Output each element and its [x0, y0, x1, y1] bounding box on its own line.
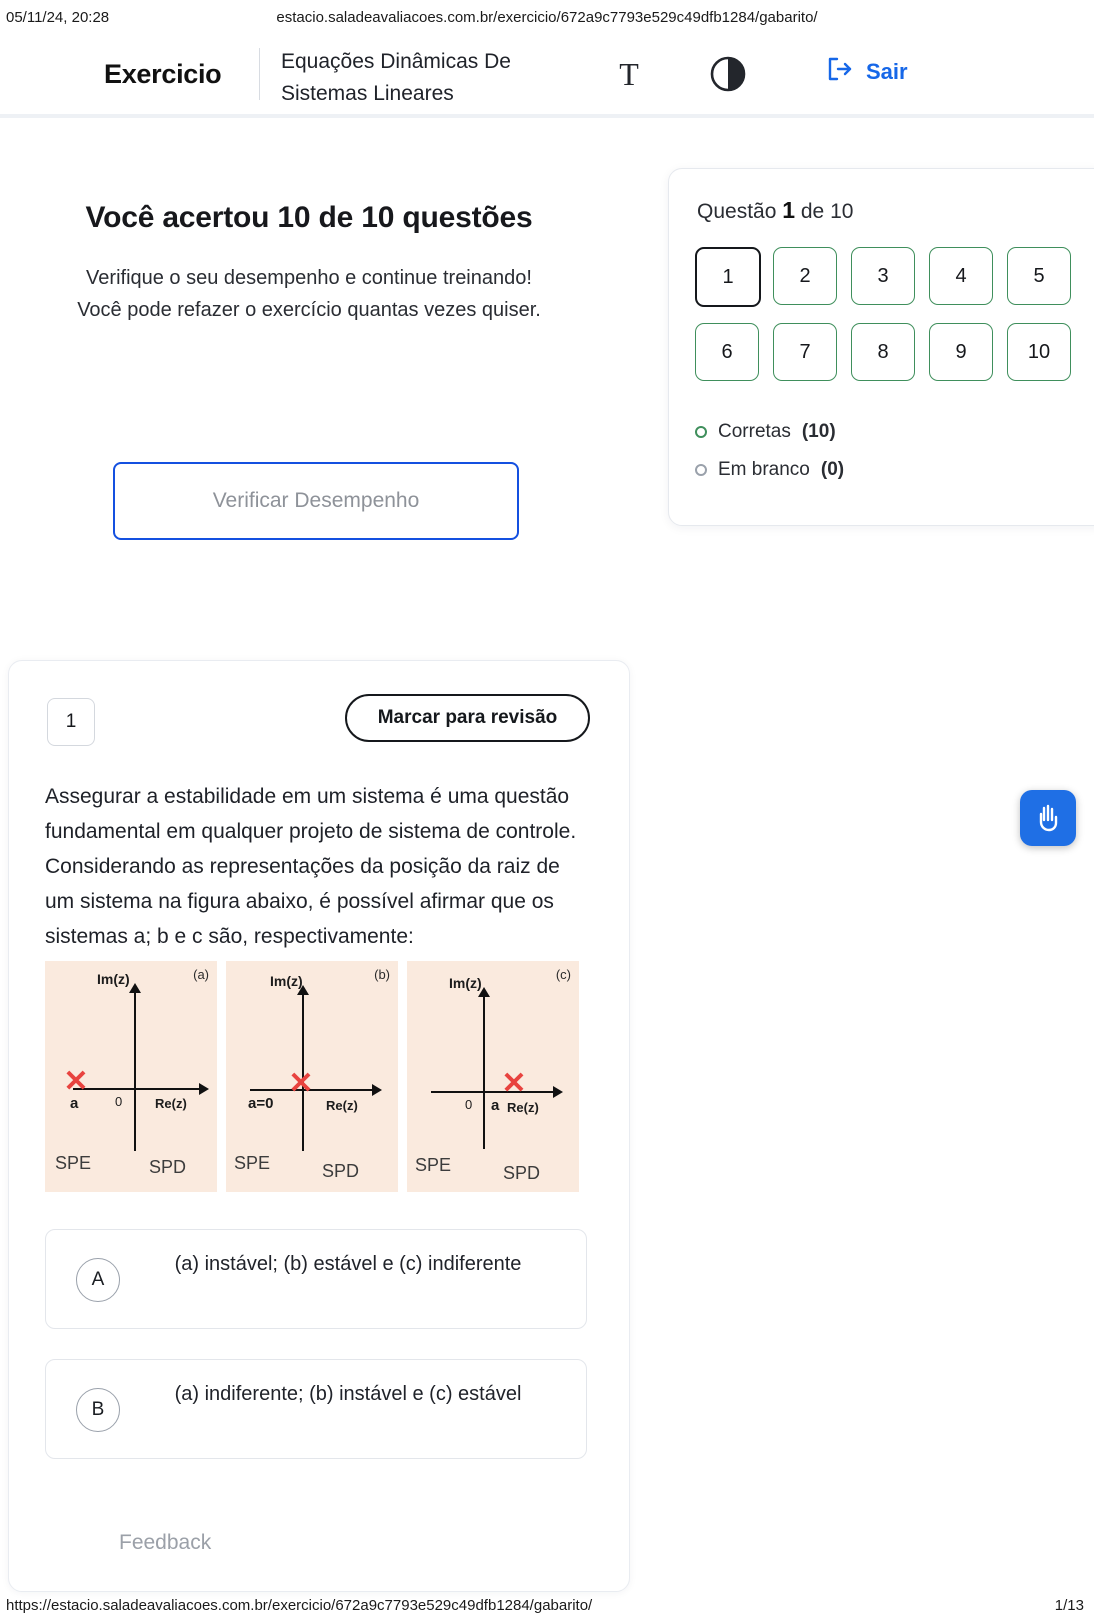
alternative-b-letter: B: [76, 1388, 120, 1432]
legend-blank-count: (0): [820, 459, 845, 480]
figure-panel-b-re-label: Re(z): [326, 1098, 358, 1113]
question-number-9[interactable]: 9: [929, 323, 993, 381]
figure-panel-a-spd-label: SPD: [149, 1157, 187, 1177]
alternative-b[interactable]: [45, 1359, 587, 1459]
figure-panel-c-im-arrow-icon: [478, 987, 490, 997]
figure-panel-b-root-marker-icon: ✕: [288, 1067, 314, 1100]
figure-panel-b-spd-label: SPD: [322, 1161, 360, 1181]
question-counter-suffix: de 10: [800, 200, 854, 223]
question-number-grid: [695, 247, 1085, 383]
figure-panel-c: [407, 961, 579, 1192]
figure-panel-a-re-label: Re(z): [155, 1096, 187, 1111]
font-size-icon[interactable]: T: [619, 55, 639, 92]
alternative-a-letter: A: [76, 1258, 120, 1302]
legend-blank-label: Em branco: [718, 459, 810, 480]
blank-dot-icon: [695, 464, 707, 476]
accessibility-icon[interactable]: [1020, 790, 1076, 846]
figure-panel-b-im-arrow-icon: [297, 985, 309, 995]
result-panel: [74, 196, 544, 512]
figure-panel-a-origin-label: 0: [115, 1094, 123, 1109]
legend-correct-count: (10): [801, 421, 836, 442]
result-title: Você acertou 10 de 10 questões: [85, 201, 533, 234]
figure-panel-c-imaginary-axis: [483, 995, 485, 1149]
legend-item-blank: [695, 451, 844, 489]
figure-panel-b-root-label: a=0: [248, 1095, 274, 1112]
question-number-5[interactable]: 5: [1007, 247, 1071, 305]
logout-button[interactable]: [824, 54, 908, 89]
correct-dot-icon: [695, 426, 707, 438]
question-number-8[interactable]: 8: [851, 323, 915, 381]
print-page-number: 1/13: [1054, 1597, 1084, 1614]
figure-panel-c-origin-label: 0: [465, 1097, 473, 1112]
question-counter-prefix: Questão: [697, 200, 777, 223]
figure-panel-b-tag: (b): [374, 967, 390, 982]
feedback-label[interactable]: Feedback: [119, 1531, 212, 1554]
figure-panel-c-root-marker-icon: ✕: [501, 1067, 527, 1100]
print-header: [0, 0, 1094, 34]
alternative-a-text: (a) instável; (b) estável e (c) indiferente: [174, 1253, 522, 1275]
alternative-b-text: (a) indiferente; (b) instável e (c) estável: [174, 1383, 522, 1405]
figure-panel-c-re-label: Re(z): [507, 1100, 539, 1115]
question-number-1[interactable]: 1: [695, 247, 761, 307]
legend-correct-label: Corretas: [718, 421, 791, 442]
question-card: [8, 660, 630, 1592]
logout-label: Sair: [866, 58, 908, 84]
figure-panel-a-im-label: Im(z): [97, 971, 130, 987]
figure-panel-c-spd-label: SPD: [503, 1163, 541, 1183]
brand-title: Exercicio: [104, 58, 222, 89]
figure-panel-c-root-label: a: [491, 1097, 500, 1114]
course-title: Equações Dinâmicas De Sistemas Lineares: [281, 50, 511, 105]
question-counter-current: 1: [782, 197, 796, 223]
print-url: estacio.saladeavaliacoes.com.br/exercicio/672a9c7793e529c49dfb1284/gabarito/: [276, 8, 818, 26]
alternative-a[interactable]: [45, 1229, 587, 1329]
figure-panel-a: [45, 961, 217, 1192]
header-divider: [259, 48, 260, 100]
figure-panel-a-spe-label: SPE: [55, 1153, 92, 1173]
figure-panel-a-real-axis: [73, 1088, 201, 1090]
question-number-2[interactable]: 2: [773, 247, 837, 305]
figure-panel-b-re-arrow-icon: [372, 1084, 382, 1096]
question-number-3[interactable]: 3: [851, 247, 915, 305]
app-header: [0, 34, 1094, 118]
result-description: Verifique o seu desempenho e continue treinando! Você pode refazer o exercício quantas vezes quiser.: [77, 267, 541, 321]
question-number-10[interactable]: 10: [1007, 323, 1071, 381]
figure-panel-a-imaginary-axis: [134, 991, 136, 1151]
question-statement: Assegurar a estabilidade em um sistema é uma questão fundamental em qualquer projeto de sistema de controle. Considerando as representações da posição da raiz de um sistema na figura abaixo, é possível afirmar que os sistemas a; b e c são, respectivamente:: [45, 785, 577, 948]
figure-panel-b-im-label: Im(z): [270, 973, 303, 989]
figure-panel-b-spe-label: SPE: [234, 1153, 271, 1173]
question-figure: [45, 961, 579, 1192]
logout-icon: [824, 54, 854, 89]
print-datetime: 05/11/24, 20:28: [6, 8, 110, 26]
figure-panel-c-tag: (c): [555, 967, 571, 982]
print-footer-url: https://estacio.saladeavaliacoes.com.br/exercicio/672a9c7793e529c49dfb1284/gabarito/: [6, 1597, 593, 1614]
legend: [695, 413, 844, 489]
figure-panel-c-real-axis: [431, 1091, 555, 1093]
figure-panel-a-root-marker-icon: ✕: [63, 1065, 89, 1098]
question-number-6[interactable]: 6: [695, 323, 759, 381]
check-performance-button[interactable]: Verificar Desempenho: [113, 462, 519, 540]
question-number-7[interactable]: 7: [773, 323, 837, 381]
figure-panel-c-im-label: Im(z): [449, 975, 482, 991]
question-index-badge: 1: [47, 698, 95, 746]
figure-panel-a-tag: (a): [193, 967, 209, 982]
question-counter: [697, 197, 853, 224]
print-footer: [0, 1597, 1094, 1617]
figure-panel-c-re-arrow-icon: [553, 1086, 563, 1098]
question-number-4[interactable]: 4: [929, 247, 993, 305]
figure-panel-a-im-arrow-icon: [129, 983, 141, 993]
contrast-icon[interactable]: [706, 52, 750, 96]
figure-panel-b: [226, 961, 398, 1192]
question-navigator-card: [668, 168, 1094, 526]
figure-panel-c-spe-label: SPE: [415, 1155, 452, 1175]
figure-panel-a-root-label: a: [70, 1095, 79, 1112]
mark-for-review-button[interactable]: Marcar para revisão: [345, 694, 590, 742]
legend-item-correct: [695, 413, 844, 451]
figure-panel-a-re-arrow-icon: [199, 1083, 209, 1095]
